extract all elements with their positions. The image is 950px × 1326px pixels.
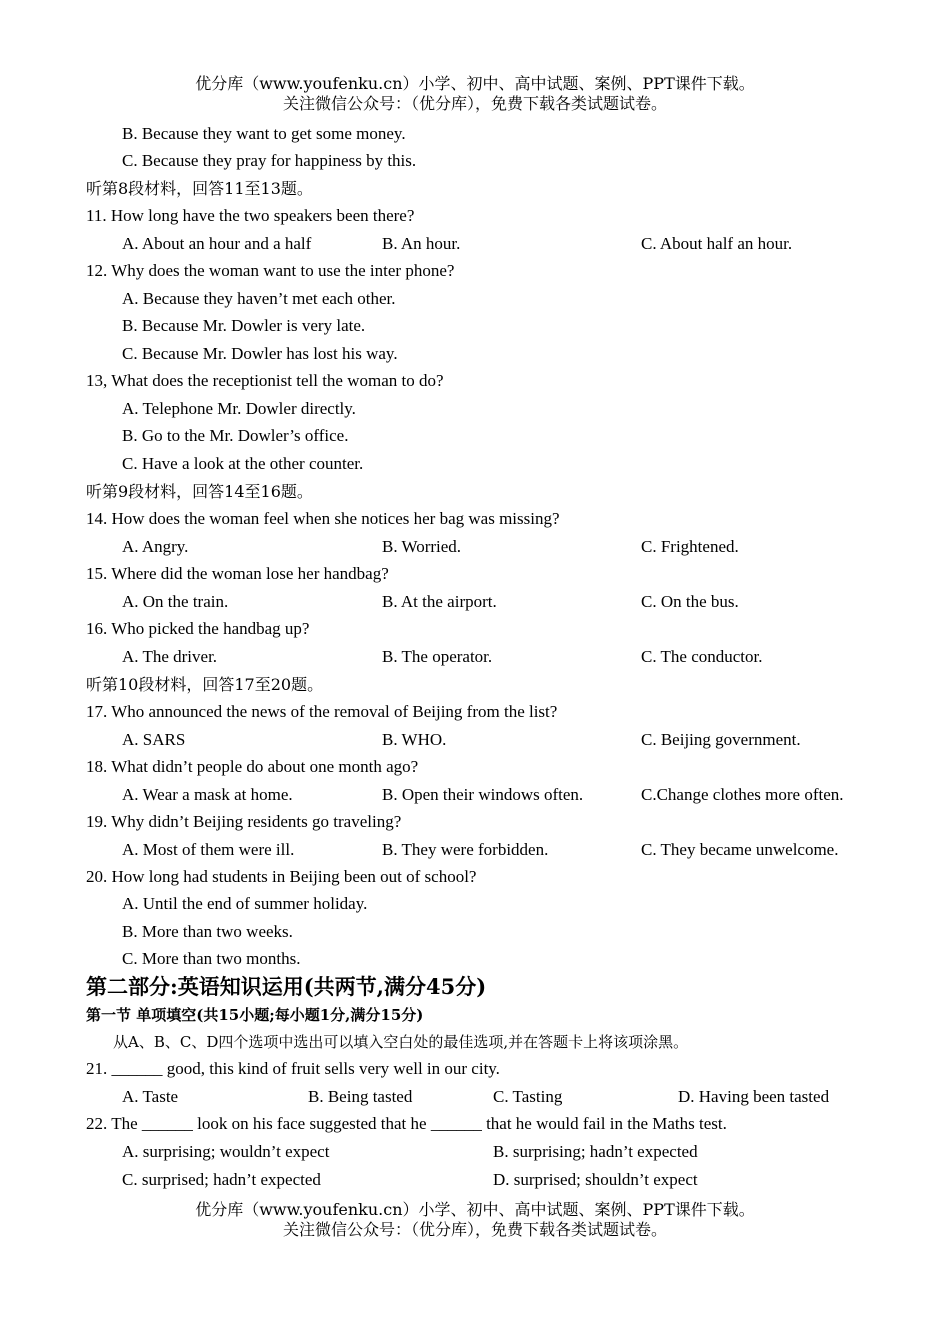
q22-stem: 22. The ______ look on his face suggested that he ______ that he would fail in the Maths test. [86, 1114, 727, 1133]
q14-option-b: B. Worried. [382, 537, 462, 556]
q19-option-a: A. Most of them were ill. [122, 840, 295, 859]
q22-option-c: C. surprised; hadn’t expected [122, 1170, 321, 1189]
q20-option-a: A. Until the end of summer holiday. [122, 894, 368, 913]
q21-option-a: A. Taste [122, 1087, 179, 1106]
section-9-heading: 听第9段材料，回答14至16题。 [86, 482, 313, 501]
q21-stem: 21. ______ good, this kind of fruit sells very well in our city. [86, 1059, 500, 1078]
q16-option-a: A. The driver. [122, 647, 218, 666]
q18-stem: 18. What didn’t people do about one month ago? [86, 757, 419, 776]
q18-option-a: A. Wear a mask at home. [122, 785, 293, 804]
q15-stem: 15. Where did the woman lose her handbag? [86, 564, 389, 583]
q12-stem: 12. Why does the woman want to use the inter phone? [86, 261, 455, 280]
q20-option-b: B. More than two weeks. [122, 922, 293, 941]
q21-option-d: D. Having been tasted [678, 1087, 830, 1106]
page-header-line-1: 优分库（www.youfenku.cn）小学、初中、高中试题、案例、PPT课件下载。 [195, 74, 755, 93]
q22-option-a: A. surprising; wouldn’t expect [122, 1142, 330, 1161]
q22-option-b: B. surprising; hadn’t expected [493, 1142, 698, 1161]
section-8-heading: 听第8段材料，回答11至13题。 [86, 179, 313, 198]
q12-option-a: A. Because they haven’t met each other. [122, 289, 396, 308]
page-footer-line-1: 优分库（www.youfenku.cn）小学、初中、高中试题、案例、PPT课件下载。 [195, 1200, 755, 1219]
q22-option-d: D. surprised; shouldn’t expect [493, 1170, 698, 1189]
q16-stem: 16. Who picked the handbag up? [86, 619, 310, 638]
q11-option-b: B. An hour. [382, 234, 461, 253]
q18-option-b: B. Open their windows often. [382, 785, 584, 804]
q14-option-a: A. Angry. [122, 537, 189, 556]
q20-stem: 20. How long had students in Beijing been out of school? [86, 867, 477, 886]
q11-stem: 11. How long have the two speakers been there? [86, 206, 415, 225]
q17-option-a: A. SARS [122, 730, 186, 749]
page-footer-line-2: 关注微信公众号：（优分库），免费下载各类试题试卷。 [282, 1220, 667, 1239]
q16-option-b: B. The operator. [382, 647, 493, 666]
q17-option-b: B. WHO. [382, 730, 447, 749]
q19-stem: 19. Why didn’t Beijing residents go traveling? [86, 812, 402, 831]
q10-option-b: B. Because they want to get some money. [122, 124, 406, 143]
q21-option-c: C. Tasting [493, 1087, 563, 1106]
q14-stem: 14. How does the woman feel when she notices her bag was missing? [86, 509, 560, 528]
q19-option-c: C. They became unwelcome. [641, 840, 839, 859]
q13-option-a: A. Telephone Mr. Dowler directly. [122, 399, 356, 418]
page-header-line-2: 关注微信公众号：（优分库），免费下载各类试题试卷。 [282, 94, 667, 113]
part-2-title: 第二部分:英语知识运用(共两节,满分45分) [86, 974, 487, 999]
q11-option-c: C. About half an hour. [641, 234, 793, 253]
q20-option-c: C. More than two months. [122, 949, 301, 968]
q17-option-c: C. Beijing government. [641, 730, 801, 749]
q13-stem: 13, What does the receptionist tell the woman to do? [86, 371, 444, 390]
q12-option-c: C. Because Mr. Dowler has lost his way. [122, 344, 398, 363]
q15-option-a: A. On the train. [122, 592, 229, 611]
q17-stem: 17. Who announced the news of the removal of Beijing from the list? [86, 702, 558, 721]
q13-option-c: C. Have a look at the other counter. [122, 454, 364, 473]
q11-option-a: A. About an hour and a half [122, 234, 312, 253]
q12-option-b: B. Because Mr. Dowler is very late. [122, 316, 366, 335]
section-10-heading: 听第10段材料，回答17至20题。 [86, 675, 324, 694]
q15-option-c: C. On the bus. [641, 592, 739, 611]
q15-option-b: B. At the airport. [382, 592, 497, 611]
q10-option-c: C. Because they pray for happiness by this. [122, 151, 417, 170]
q14-option-c: C. Frightened. [641, 537, 739, 556]
q18-option-c: C.Change clothes more often. [641, 785, 844, 804]
q13-option-b: B. Go to the Mr. Dowler’s office. [122, 426, 349, 445]
section-1-title: 第一节 单项填空(共15小题;每小题1分,满分15分) [86, 1006, 424, 1024]
q16-option-c: C. The conductor. [641, 647, 763, 666]
q21-option-b: B. Being tasted [308, 1087, 413, 1106]
q19-option-b: B. They were forbidden. [382, 840, 549, 859]
section-1-instruction: 从A、B、C、D四个选项中选出可以填入空白处的最佳选项,并在答题卡上将该项涂黑。 [113, 1033, 689, 1051]
